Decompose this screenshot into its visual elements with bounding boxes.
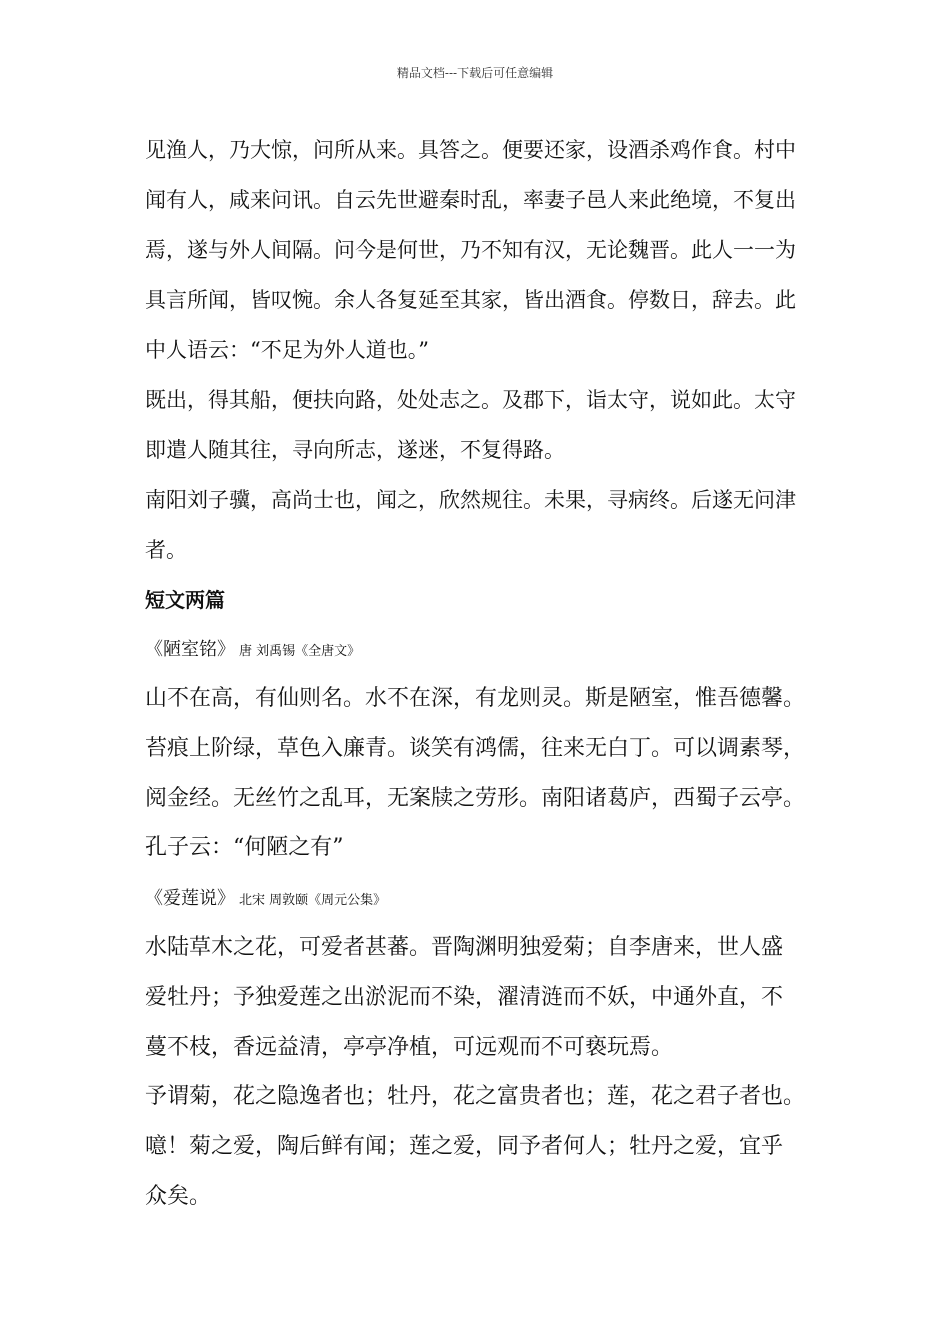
section-heading: 短文两篇 (145, 588, 225, 612)
text-line: 众矣。 (145, 1184, 212, 1209)
text-line: 闻有人，咸来问讯。自云先世避秦时乱，率妻子邑人来此绝境，不复出 (145, 188, 796, 212)
text-line: 爱牡丹；予独爱莲之出淤泥而不染，濯清涟而不妖，中通外直，不 (145, 985, 784, 1010)
text-line: 南阳刘子骥，高尚士也，闻之，欣然规往。未果，寻病终。后遂无问津 (145, 488, 796, 512)
poem-title-line (145, 636, 360, 666)
text-line: 中人语云：“不足为外人道也。” (145, 338, 429, 362)
text-line: 水陆草木之花，可爱者甚蕃。晋陶渊明独爱菊；自李唐来，世人盛 (145, 935, 784, 960)
text-line: 者。 (145, 538, 187, 562)
text-line: 蔓不枝，香远益清，亭亭净植，可远观而不可亵玩焉。 (145, 1035, 674, 1060)
text-line: 即遣人随其往，寻向所志，遂迷，不复得路。 (145, 438, 565, 462)
page-header: 精品文档---下载后可任意编辑 (396, 66, 554, 80)
poem-title: 《爱莲说》 (145, 888, 235, 909)
text-line: 予谓菊，花之隐逸者也；牡丹，花之富贵者也；莲，花之君子者也。 (145, 1084, 806, 1109)
text-line: 噫！菊之爱，陶后鲜有闻；莲之爱，同予者何人；牡丹之爱，宜乎 (145, 1134, 784, 1159)
text-line: 焉，遂与外人间隔。问今是何世，乃不知有汉，无论魏晋。此人一一为 (145, 238, 796, 262)
poem-title: 《陋室铭》 (145, 639, 235, 660)
text-line: 山不在高，有仙则名。水不在深，有龙则灵。斯是陋室，惟吾德馨。 (145, 686, 806, 711)
text-line: 阅金经。无丝竹之乱耳，无案牍之劳形。南阳诸葛庐，西蜀子云亭。 (145, 786, 806, 811)
text-line: 孔子云：“何陋之有” (145, 835, 344, 860)
poem-source: 北宋 周敦颐《周元公集》 (239, 893, 387, 908)
poem-title-line (145, 885, 386, 915)
text-line: 见渔人，乃大惊，问所从来。具答之。便要还家，设酒杀鸡作食。村中 (145, 138, 796, 162)
text-line: 具言所闻，皆叹惋。余人各复延至其家，皆出酒食。停数日，辞去。此 (145, 288, 796, 312)
text-line: 既出，得其船，便扶向路，处处志之。及郡下，诣太守，说如此。太守 (145, 388, 796, 412)
poem-source: 唐 刘禹锡《全唐文》 (239, 644, 361, 659)
text-line: 苔痕上阶绿，草色入廉青。谈笑有鸿儒，往来无白丁。可以调素琴， (145, 736, 806, 761)
